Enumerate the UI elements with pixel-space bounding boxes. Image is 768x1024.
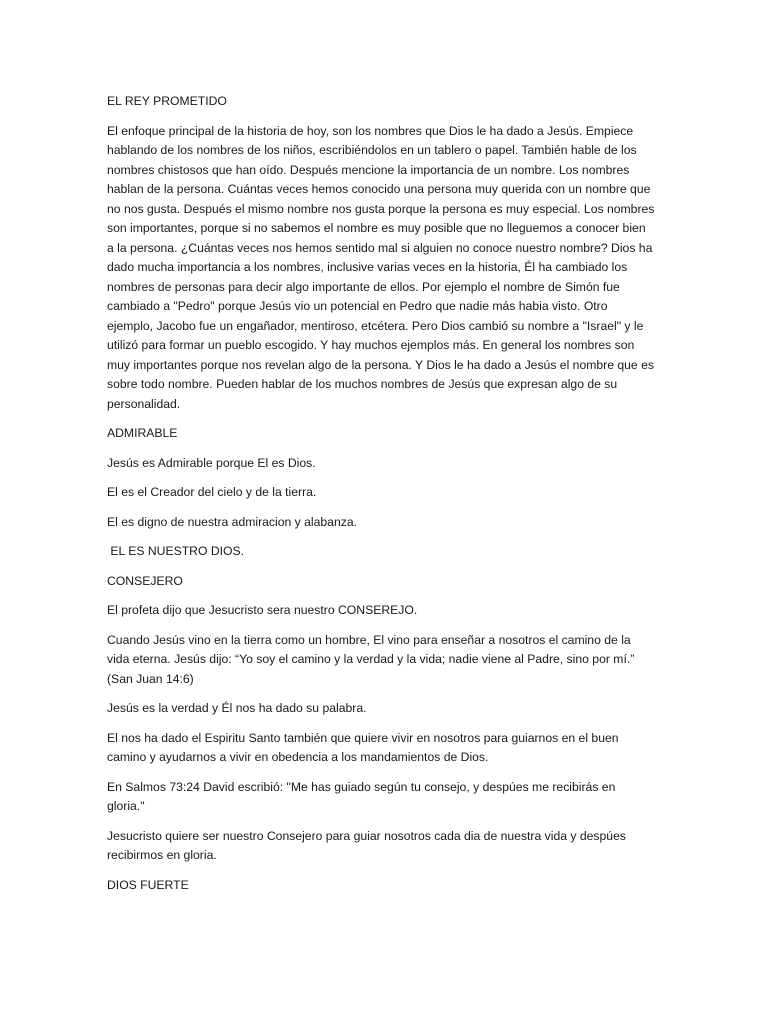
section-heading-rey-prometido: EL REY PROMETIDO xyxy=(107,94,227,108)
section-heading-consejero: CONSEJERO xyxy=(107,573,183,588)
intro-paragraph: El enfoque principal de la historia de hoy, son los nombres que Dios le ha dado a Jesús. Empiece hablando de los nombres de los niños, escribiéndolos en un tablero o papel. También hable de los nombres chistosos que han oído. Después mencione la importancia de un nombre. Los nombres hablan de la persona. Cuántas veces hemos conocido una persona muy querida con un nombre que no nos gusta. Después el mismo nombre nos gusta porque la persona es muy especial. Los nombres son importantes, porque si no sabemos el nombre es muy posible que no lleguemos a conocer bien a la persona. ¿Cuántas veces nos hemos sentido mal si alguien no conoce nuestro nombre? Dios ha dado mucha importancia a los nombres, inclusive varias veces en la historia, Él ha cambiado los nombres de personas para decir algo importante de ellos. Por ejemplo el nombre de Simón fue cambiado a "Pedro" porque Jesús vio un potencial en Pedro que nadie más habia visto. Otro ejemplo, Jacobo fue un engañador, mentiroso, etcétera. Pero Dios cambió su nombre a "Israel" y le utilizó para formar un pueblo escogido. Y hay muchos ejemplos más. En general los nombres son muy importantes porque nos revelan algo de la persona. Y Dios le ha dado a Jesús el nombre que es sobre todo nombre. Pueden hablar de los muchos nombres de Jesús que expresan algo de su personalidad. xyxy=(107,123,655,411)
admirable-line: El es el Creador del cielo y de la tierra. xyxy=(107,485,317,499)
consejero-paragraph: En Salmos 73:24 David escribió: "Me has guiado según tu consejo, y despúes me recibirás en gloria." xyxy=(107,779,616,813)
section-heading-dios-fuerte: DIOS FUERTE xyxy=(107,877,189,892)
section-heading-admirable: ADMIRABLE xyxy=(107,426,178,440)
consejero-paragraph: Jesús es la verdad y Él nos ha dado su palabra. xyxy=(107,701,367,715)
consejero-paragraph: El profeta dijo que Jesucristo sera nuestro CONSEREJO. xyxy=(107,603,418,617)
consejero-paragraph: Jesucristo quiere ser nuestro Consejero para guiar nosotros cada dia de nuestra vida y despúes recibirmos en gloria. xyxy=(107,828,626,862)
document-body xyxy=(107,92,655,905)
consejero-paragraph: Cuando Jesús vino en la tierra como un hombre, El vino para enseñar a nosotros el camino de la vida eterna. Jesús dijo: “Yo soy el camino y la verdad y la vida; nadie viene al Padre, sino por mí.” (San Juan 14:6) xyxy=(107,632,635,686)
consejero-paragraph: El nos ha dado el Espiritu Santo también que quiere vivir en nosotros para guiarnos en el buen camino y ayudarnos a vivir en obedencia a los mandamientos de Dios. xyxy=(107,730,619,764)
admirable-line: EL ES NUESTRO DIOS. xyxy=(107,544,245,558)
admirable-line: Jesús es Admirable porque El es Dios. xyxy=(107,455,316,470)
admirable-line: El es digno de nuestra admiracion y alabanza. xyxy=(107,514,357,529)
